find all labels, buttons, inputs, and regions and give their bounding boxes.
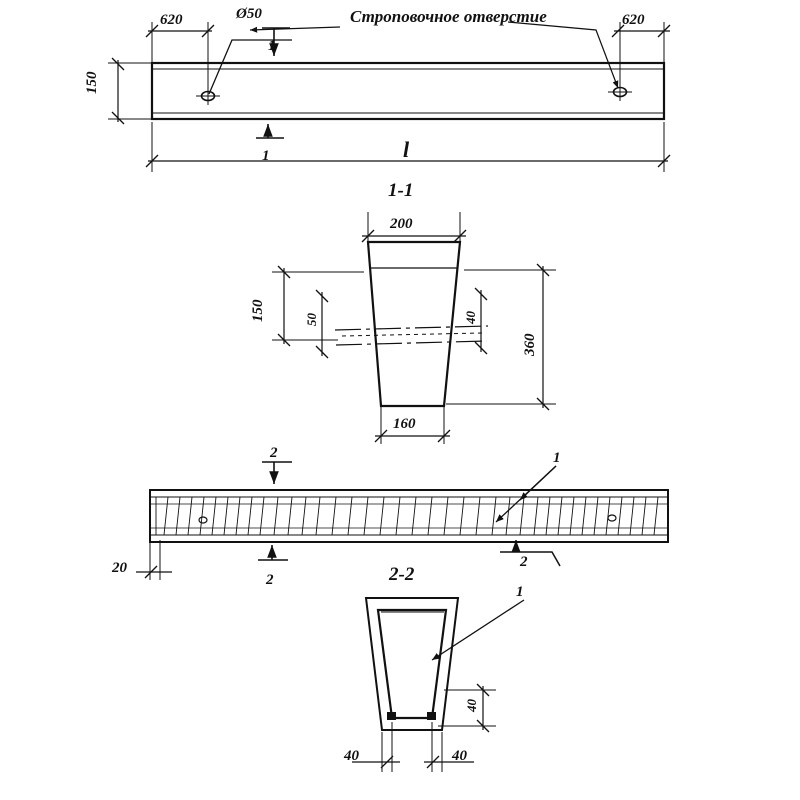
- dim-bottom-left-40-label: 40: [344, 748, 359, 764]
- dim-right-offset: [612, 12, 670, 86]
- dim-top-width-label: 200: [390, 216, 413, 232]
- dim-inner-left: [304, 290, 328, 358]
- section-mark-2-bottom-label: 2: [266, 572, 274, 588]
- dim-bottom-right-40-label: 40: [452, 748, 467, 764]
- dim-end-offset-label: 20: [112, 560, 127, 576]
- dim-bottom-right-40: [424, 722, 474, 772]
- detail-leader-1: [496, 450, 561, 522]
- detail-mark-1-label: 1: [553, 450, 561, 466]
- dim-section-left-height: [250, 266, 364, 346]
- detail-mark-1-section-label: 1: [516, 584, 524, 600]
- section-mark-2-top: [262, 445, 292, 484]
- dim-left-offset-label: 620: [160, 12, 183, 28]
- dim-left-offset: [146, 12, 214, 92]
- section-2-2-view: [343, 584, 524, 772]
- section-1-1-view: [250, 212, 556, 444]
- hole-diameter-label: Ø50: [236, 6, 262, 22]
- section-mark-1-top: [262, 28, 290, 56]
- dim-bottom-width-label: 160: [393, 416, 416, 432]
- lifting-hole-note-leaders: [250, 22, 618, 88]
- dim-inner-left-label: 50: [304, 313, 319, 326]
- dim-right-offset-label: 620: [622, 12, 645, 28]
- dim-elevation-height-label: 150: [84, 71, 100, 94]
- section-mark-2-bottom: [258, 545, 288, 588]
- dim-bottom-width: [375, 404, 450, 444]
- dim-elevation-height: [84, 58, 156, 124]
- section-title-1-1: 1-1: [388, 180, 414, 201]
- section-mark-1-bottom: [256, 124, 284, 164]
- dim-inner-right: [463, 288, 487, 354]
- detail-leader-1-section: [432, 584, 524, 660]
- dim-overall-length: [146, 122, 670, 172]
- elevation-view: [84, 6, 670, 172]
- hole-diameter-leader: [209, 40, 292, 94]
- dim-section-left-height-label: 150: [250, 299, 266, 322]
- stirrup-bars: [156, 497, 658, 535]
- section-mark-1-top-label: 1: [268, 38, 276, 54]
- dim-inner-right-label: 40: [463, 311, 478, 324]
- dim-cover-right-label: 40: [464, 699, 479, 712]
- section-mark-2-right-label: 2: [520, 554, 528, 570]
- section-mark-2-right: [500, 540, 560, 570]
- section-mark-2-top-label: 2: [270, 445, 278, 461]
- rebar-centerlines: [335, 326, 488, 345]
- dim-total-height-label: 360: [522, 333, 538, 356]
- section-title-2-2: 2-2: [389, 564, 415, 585]
- dim-length-symbol: l: [403, 137, 410, 162]
- dim-end-offset: [111, 540, 172, 580]
- section-mark-1-bottom-label: 1: [262, 148, 270, 164]
- lifting-hole-note-line1: Строповочное отверстие: [350, 7, 547, 26]
- dim-total-height: [446, 264, 556, 410]
